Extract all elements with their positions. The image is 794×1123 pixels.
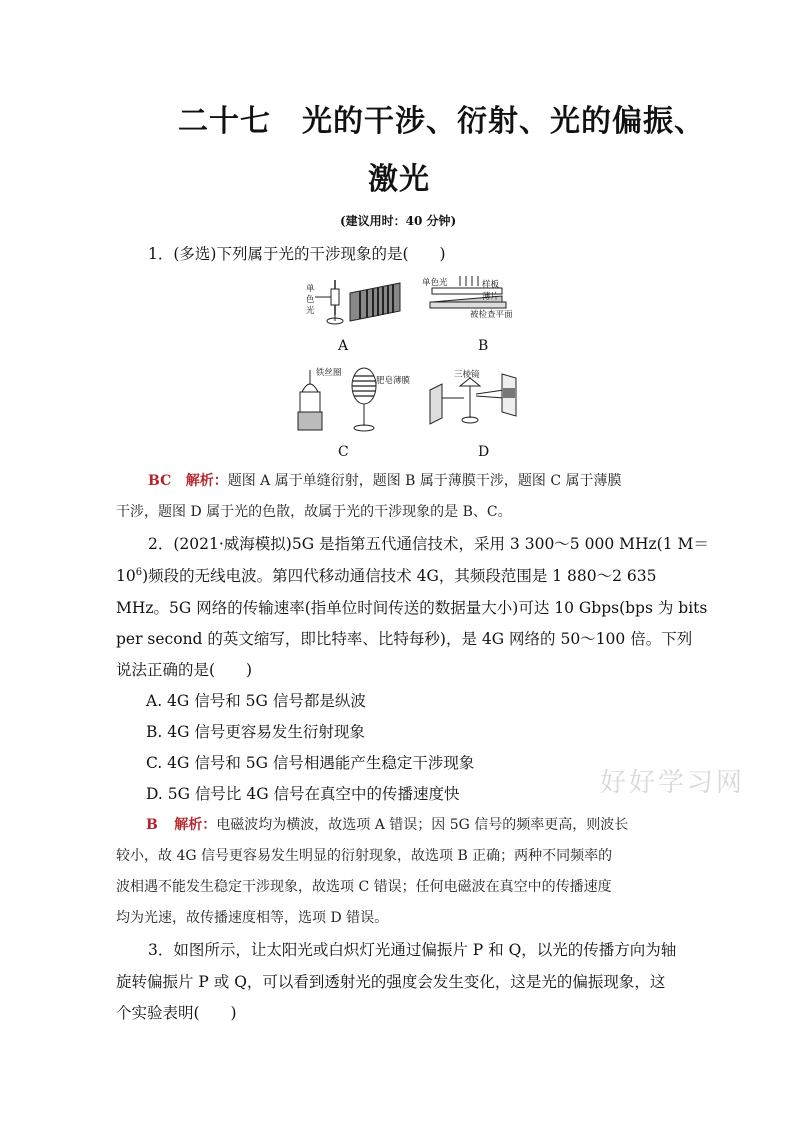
q3-line3: 个实验表明( ) — [116, 1004, 237, 1022]
page-title-line1: 二十七 光的干涉、衍射、光的偏振、 — [178, 104, 705, 139]
fig-d-prism: 三棱镜 — [454, 370, 480, 380]
fig-a-label: A — [338, 338, 349, 354]
fig-c-label: C — [338, 444, 349, 460]
q1-analysis-keyword: 解析： — [185, 473, 228, 489]
fig-c-film: 肥皂薄膜 — [376, 376, 411, 386]
q2-line2-base: 10 — [116, 567, 136, 585]
single-slit-diagram — [305, 275, 405, 325]
q2-line1: 2．(2021·威海模拟)5G 是指第五代通信技术，采用 3 300～5 000 MHz(1 M＝ — [148, 535, 709, 553]
q2-line2 — [116, 560, 657, 592]
q2-line2-rest: )频段的无线电波。第四代移动通信技术 4G，其频段范围是 1 880～2 635 — [142, 567, 657, 585]
fig-b-surface: 被检查平面 — [470, 310, 513, 320]
q1-analysis-line1 — [148, 466, 622, 496]
q2-line3: MHz。5G 网络的传输速率(指单位时间传送的数据量大小)可达 10 Gbps(bps 为 bits — [116, 599, 708, 617]
figure-a — [305, 275, 405, 325]
q2-answer: B — [146, 817, 158, 833]
soap-film-diagram — [292, 362, 412, 434]
q2-option-a: A. 4G 信号和 5G 信号都是纵波 — [146, 692, 366, 710]
q2-option-c: C. 4G 信号和 5G 信号相遇能产生稳定干涉现象 — [146, 754, 475, 772]
q2-analysis-text1: 电磁波均为横波，故选项 A 错误；因 5G 信号的频率更高，则波长 — [216, 817, 629, 833]
fig-b-label: B — [478, 338, 489, 354]
q2-line2-exponent: 6 — [135, 566, 143, 578]
q2-line5: 说法正确的是( ) — [116, 661, 253, 679]
watermark: 好好学习网 — [600, 768, 746, 798]
fig-a-text-mid: 色 — [306, 295, 315, 305]
q2-analysis-line2: 较小，故 4G 信号更容易发生明显的衍射现象，故选项 B 正确；两种不同频率的 — [116, 848, 613, 864]
q2-analysis-keyword: 解析： — [174, 817, 217, 833]
q2-analysis-line3: 波相遇不能发生稳定干涉现象，故选项 C 错误；任何电磁波在真空中的传播速度 — [116, 879, 612, 895]
fig-b-plate: 样板 — [482, 280, 500, 290]
q2-analysis-line1 — [146, 810, 628, 840]
q1-analysis-text1: 题图 A 属于单缝衍射，题图 B 属于薄膜干涉，题图 C 属于薄膜 — [227, 473, 622, 489]
q3-line2: 旋转偏振片 P 或 Q，可以看到透射光的强度会发生变化，这是光的偏振现象，这 — [116, 973, 666, 991]
q1-stem: 1．(多选)下列属于光的干涉现象的是( ) — [148, 245, 446, 263]
figure-c — [292, 362, 412, 434]
fig-c-ring: 铁丝圈 — [316, 368, 342, 378]
fig-b-light: 单色光 — [422, 278, 448, 288]
figure-d — [424, 368, 524, 434]
fig-b-film: 薄片 — [482, 292, 500, 302]
time-note: (建议用时：40 分钟) — [340, 214, 457, 228]
q1-analysis-line2: 干涉，题图 D 属于光的色散，故属于光的干涉现象的是 B、C。 — [116, 504, 512, 520]
q2-line4: per second 的英文缩写，即比特率、比特每秒)，是 4G 网络的 50～100 倍。下列 — [116, 630, 693, 648]
q3-line1: 3．如图所示，让太阳光或白炽灯光通过偏振片 P 和 Q，以光的传播方向为轴 — [148, 941, 677, 959]
fig-d-label: D — [478, 444, 490, 460]
q2-analysis-line4: 均为光速，故传播速度相等，选项 D 错误。 — [116, 910, 389, 926]
fig-a-text-top: 单 — [306, 284, 315, 294]
fig-a-text-bot: 光 — [306, 306, 315, 316]
q2-option-d: D. 5G 信号比 4G 信号在真空中的传播速度快 — [146, 785, 460, 803]
q2-option-b: B. 4G 信号更容易发生衍射现象 — [146, 723, 365, 741]
q1-answer: BC — [148, 473, 172, 489]
page-title-line2: 激光 — [368, 162, 430, 197]
figure-b — [422, 272, 532, 322]
